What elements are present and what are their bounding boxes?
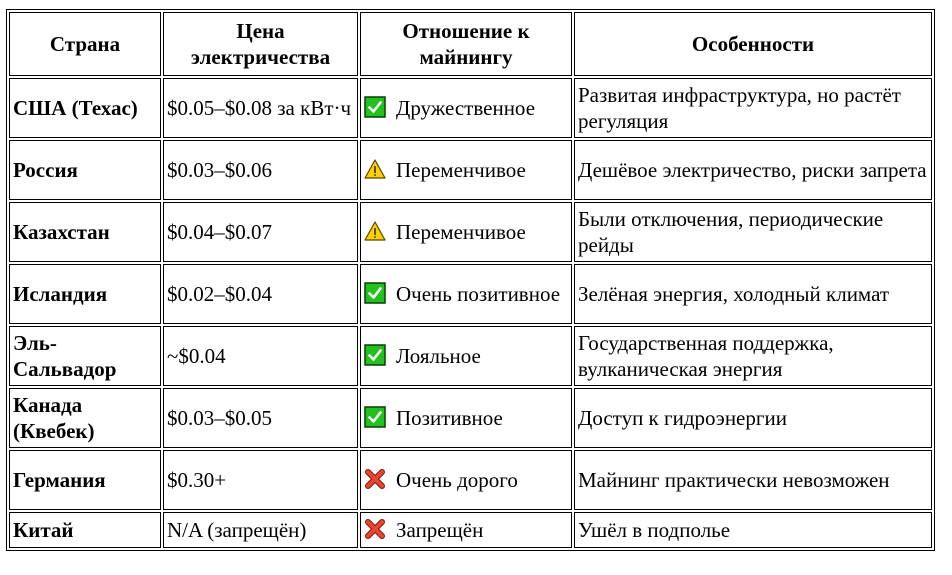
country-cell: Исландия [9,264,161,324]
mining-countries-table [6,9,935,551]
features-cell: Развитая инфраструктура, но растёт регуляция [574,78,932,138]
features-cell: Доступ к гидроэнергии [574,388,932,448]
attitude-cell [360,264,572,324]
features-cell: Государственная поддержка, вулканическая энергия [574,326,932,386]
price-cell: $0.04–$0.07 [163,202,358,262]
table-container [6,9,935,551]
attitude-label: Лояльное [396,344,481,368]
attitude-label: Дружественное [396,96,536,120]
country-cell: Германия [9,450,161,510]
country-cell: Россия [9,140,161,200]
attitude-cell [360,202,572,262]
attitude-label: Переменчивое [396,220,526,244]
attitude-label: Переменчивое [396,158,526,182]
attitude-label: Запрещён [396,518,484,542]
table-row [9,202,932,262]
features-cell: Были отключения, периодические рейды [574,202,932,262]
country-cell: Канада (Квебек) [9,388,161,448]
cross-mark-icon [364,518,386,540]
price-cell: ~$0.04 [163,326,358,386]
table-row [9,78,932,138]
country-cell: Китай [9,512,161,548]
attitude-label: Очень позитивное [396,282,561,306]
country-cell: Казахстан [9,202,161,262]
features-cell: Зелёная энергия, холодный климат [574,264,932,324]
country-cell: Эль-Сальвадор [9,326,161,386]
attitude-cell [360,326,572,386]
warning-icon [364,158,386,180]
header-attitude: Отношение к майнингу [360,12,572,76]
price-cell: $0.05–$0.08 за кВт·ч [163,78,358,138]
header-price: Цена электричества [163,12,358,76]
header-row [9,12,932,76]
attitude-cell [360,78,572,138]
header-features: Особенности [574,12,932,76]
features-cell: Майнинг практически невозможен [574,450,932,510]
price-cell: $0.03–$0.06 [163,140,358,200]
table-row [9,512,932,548]
price-cell: N/A (запрещён) [163,512,358,548]
table-row [9,388,932,448]
country-cell: США (Техас) [9,78,161,138]
check-mark-icon [364,344,386,366]
check-mark-icon [364,406,386,428]
price-cell: $0.02–$0.04 [163,264,358,324]
cross-mark-icon [364,468,386,490]
warning-icon [364,220,386,242]
table-row [9,140,932,200]
attitude-label: Очень дорого [396,468,518,492]
price-cell: $0.30+ [163,450,358,510]
features-cell: Дешёвое электричество, риски запрета [574,140,932,200]
table-row [9,450,932,510]
attitude-cell [360,388,572,448]
table-row [9,326,932,386]
features-cell: Ушёл в подполье [574,512,932,548]
attitude-cell [360,450,572,510]
check-mark-icon [364,282,386,304]
header-country: Страна [9,12,161,76]
attitude-cell [360,140,572,200]
attitude-label: Позитивное [396,406,503,430]
price-cell: $0.03–$0.05 [163,388,358,448]
table-row [9,264,932,324]
check-mark-icon [364,96,386,118]
attitude-cell [360,512,572,548]
